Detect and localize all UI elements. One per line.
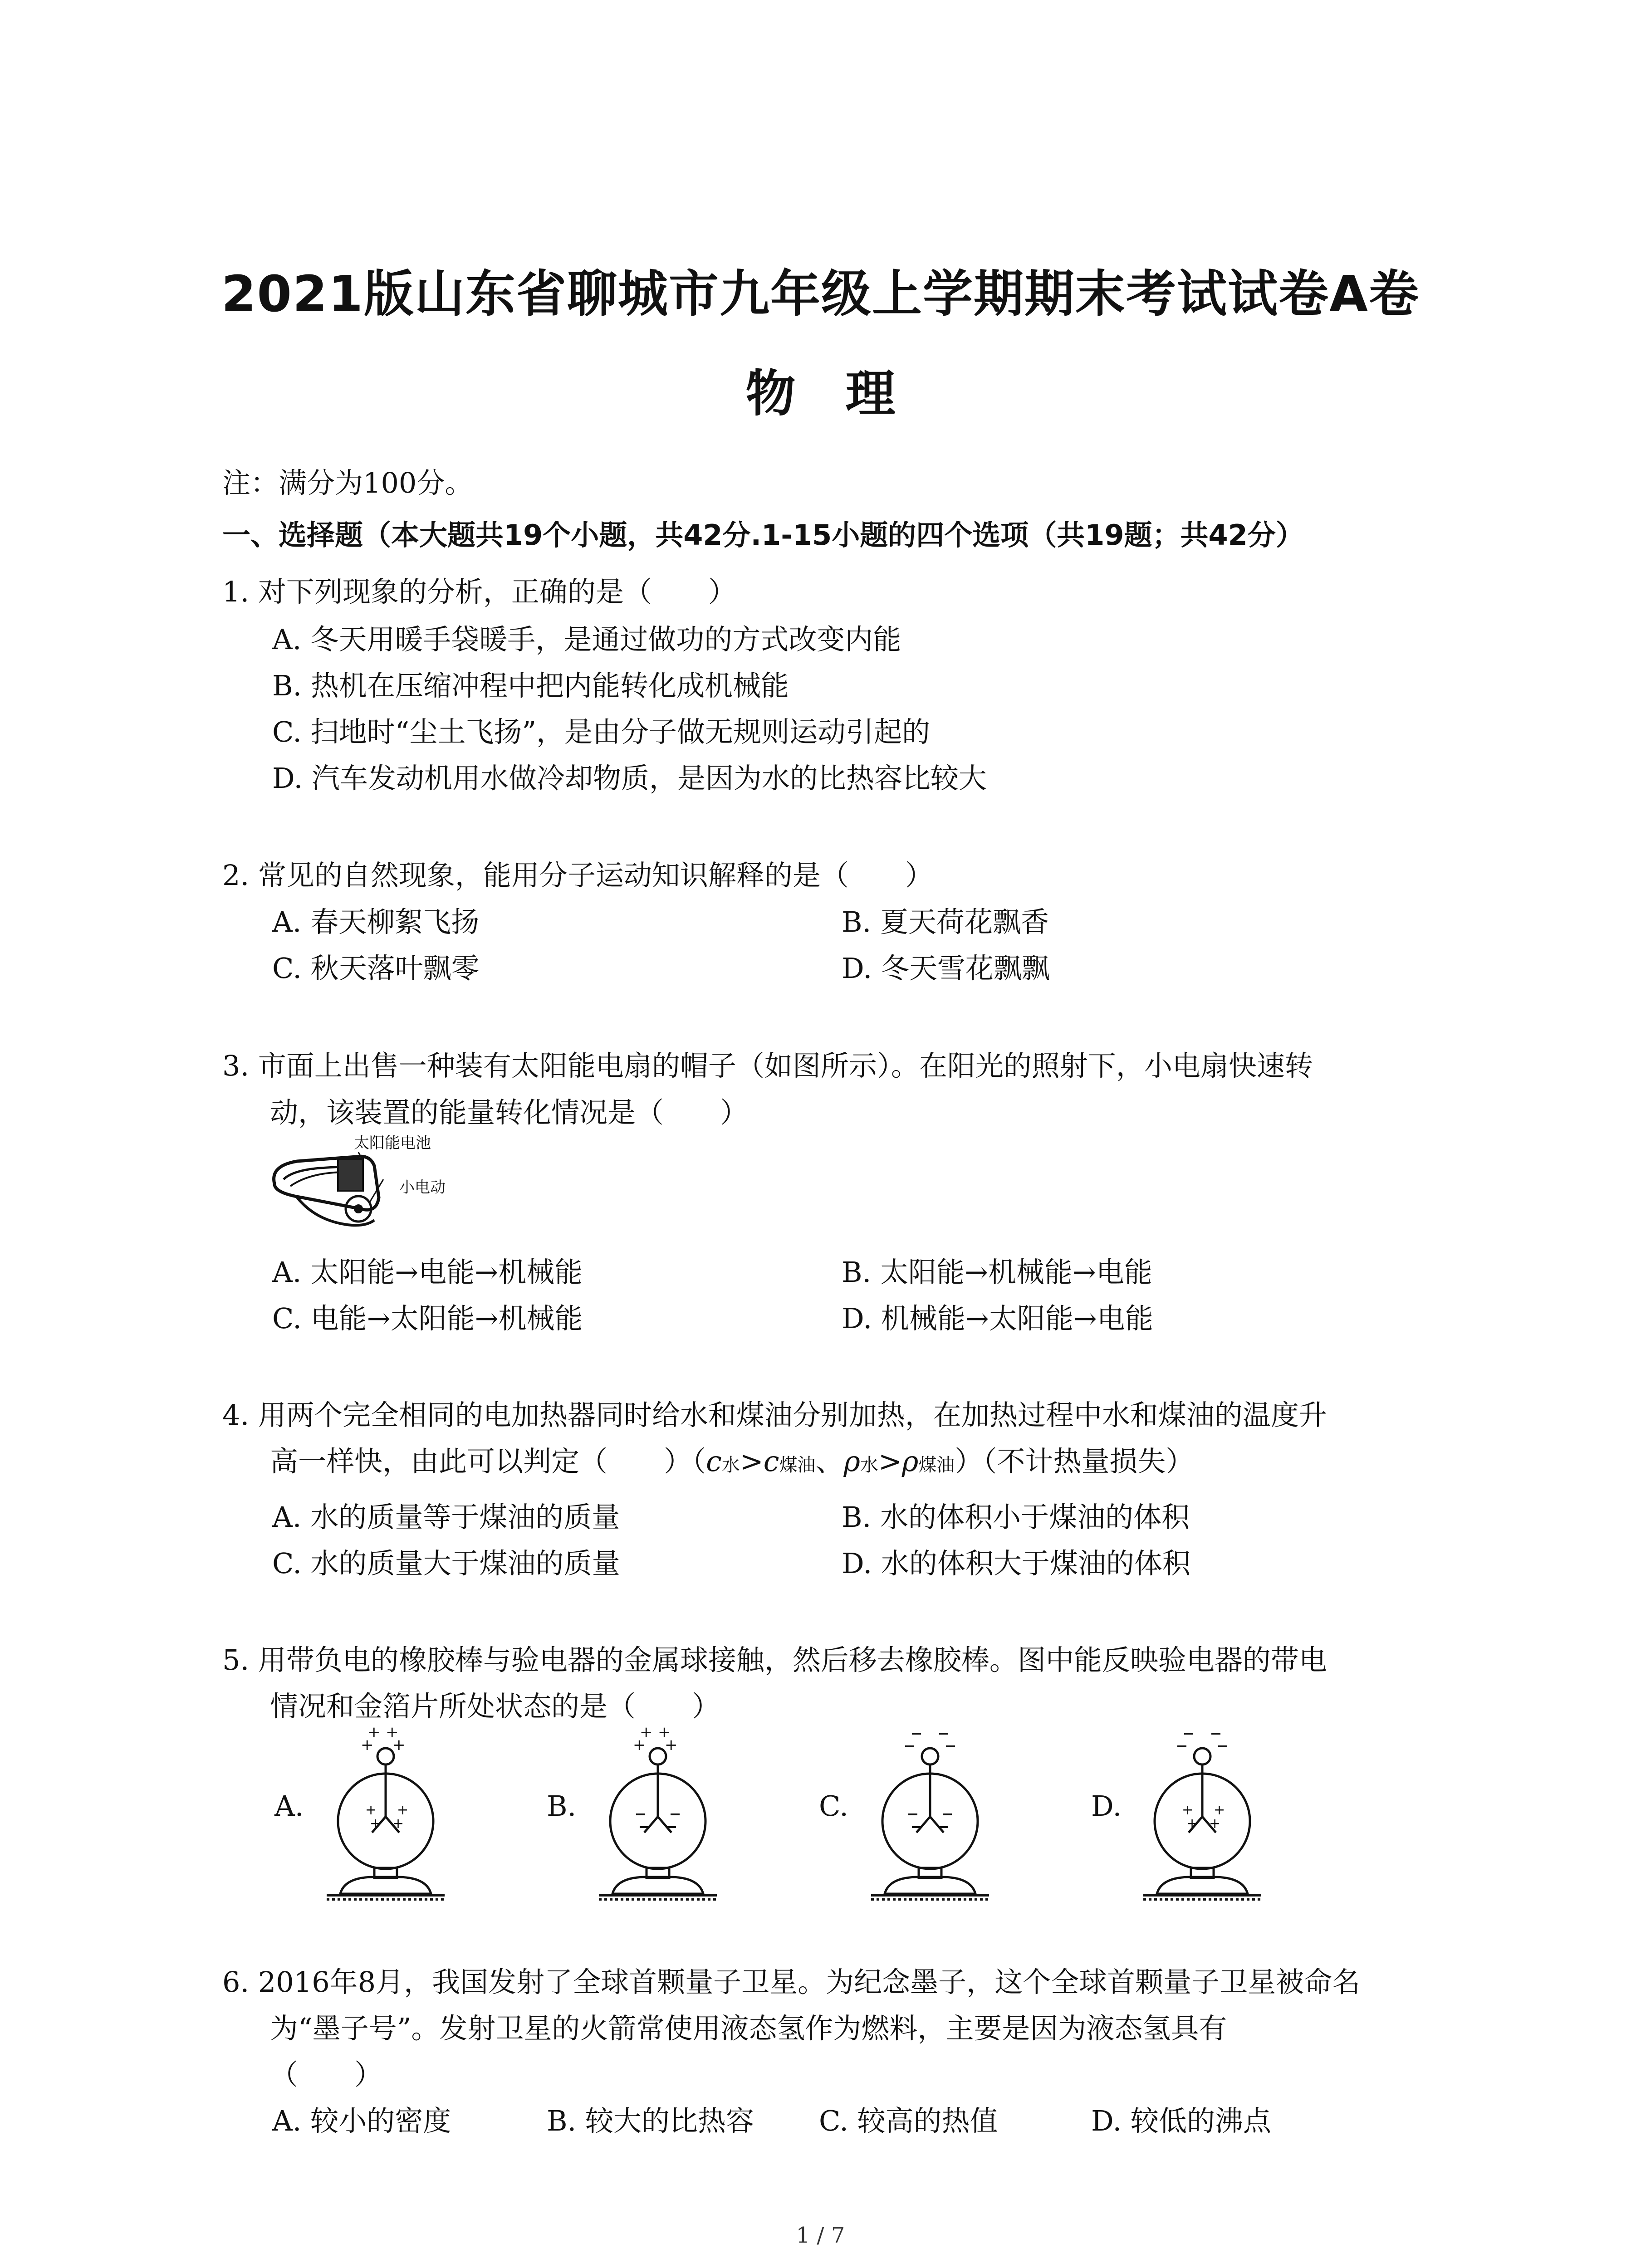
question-4-stem-line2 xyxy=(270,1439,1194,1479)
svg-text:+: + xyxy=(386,1724,399,1741)
question-1-option-c: C. 扫地时“尘土飞扬”，是由分子做无规则运动引起的 xyxy=(272,715,931,748)
svg-text:+: + xyxy=(361,1736,374,1754)
question-5-stem-line1: 5. 用带负电的橡胶棒与验电器的金属球接触，然后移去橡胶棒。图中能反映验电器的带电 xyxy=(222,1643,1327,1677)
question-2-option-a: A. 春天柳絮飞扬 xyxy=(272,905,480,938)
solar-cell-label: 太阳能电池 xyxy=(354,1134,431,1152)
question-2-option-c: C. 秋天落叶飘零 xyxy=(272,952,480,985)
question-6-option-b: B. 较大的比热容 xyxy=(547,2104,754,2137)
question-3-option-d: D. 机械能→太阳能→电能 xyxy=(842,1302,1153,1335)
question-3-option-a: A. 太阳能→电能→机械能 xyxy=(272,1256,583,1289)
question-3-option-c: C. 电能→太阳能→机械能 xyxy=(272,1302,583,1335)
separator: 、 xyxy=(815,1445,844,1478)
page-number: 1 / 7 xyxy=(796,2223,845,2248)
svg-text:+: + xyxy=(633,1736,646,1754)
svg-text:+: + xyxy=(365,1802,377,1818)
electroscope-d-figure xyxy=(1139,1724,1266,1901)
question-2-option-d: D. 冬天雪花飘飘 xyxy=(842,952,1050,985)
question-6-option-a: A. 较小的密度 xyxy=(272,2104,451,2137)
question-4-stem-line1: 4. 用两个完全相同的电加热器同时给水和煤油分别加热，在加热过程中水和煤油的温度升 xyxy=(222,1398,1327,1432)
greater-than-1: > xyxy=(740,1445,764,1478)
electroscope-c-label: C. xyxy=(819,1789,848,1823)
rho-symbol-1: ρ xyxy=(843,1445,860,1478)
svg-text:+: + xyxy=(640,1724,653,1741)
question-4-option-d: D. 水的体积大于煤油的体积 xyxy=(842,1547,1190,1580)
question-6-stem-line1: 6. 2016年8月，我国发射了全球首颗量子卫星。为纪念墨子，这个全球首颗量子卫星被命名 xyxy=(222,1965,1361,1999)
question-6-option-d: D. 较低的沸点 xyxy=(1091,2104,1271,2137)
question-1-option-a: A. 冬天用暖手袋暖手，是通过做功的方式改变内能 xyxy=(272,623,901,656)
svg-text:+: + xyxy=(1186,1816,1198,1832)
svg-text:+: + xyxy=(392,1736,406,1754)
electroscope-d-label: D. xyxy=(1091,1789,1122,1823)
c-symbol-2: c xyxy=(763,1445,779,1478)
electroscope-a-figure xyxy=(322,1724,449,1901)
subject-title: 物理 xyxy=(745,365,945,423)
question-1-option-d: D. 汽车发动机用水做冷却物质，是因为水的比热容比较大 xyxy=(272,762,987,795)
greater-than-2: > xyxy=(878,1445,902,1478)
question-6-stem-line3: （ ） xyxy=(270,2058,383,2091)
electroscope-b-label: B. xyxy=(547,1789,577,1823)
question-6-stem-line2: 为“墨子号”。发射卫星的火箭常使用液态氢作为燃料，主要是因为液态氢具有 xyxy=(270,2012,1227,2045)
water-subscript-1: 水 xyxy=(721,1455,740,1476)
small-fan-label: 小电动 xyxy=(399,1178,446,1197)
svg-text:+: + xyxy=(392,1816,404,1832)
question-6-option-c: C. 较高的热值 xyxy=(819,2104,998,2137)
question-2-option-b: B. 夏天荷花飘香 xyxy=(842,905,1049,938)
question-1-stem: 1. 对下列现象的分析，正确的是（ ） xyxy=(222,575,736,608)
exam-title: 2021版山东省聊城市九年级上学期期末考试试卷A卷 xyxy=(221,265,1420,323)
electroscope-a-label: A. xyxy=(274,1789,304,1823)
section-heading: 一、选择题（本大题共19个小题，共42分.1-15小题的四个选项（共19题；共42分） xyxy=(222,518,1304,552)
question-3-stem-line2: 动，该装置的能量转化情况是（ ） xyxy=(270,1096,749,1129)
svg-text:+: + xyxy=(658,1724,671,1741)
question-5-stem-line2: 情况和金箔片所处状态的是（ ） xyxy=(270,1690,720,1723)
question-3-option-b: B. 太阳能→机械能→电能 xyxy=(842,1256,1152,1289)
svg-text:+: + xyxy=(367,1724,381,1741)
rho-symbol-2: ρ xyxy=(901,1445,919,1478)
question-2-stem: 2. 常见的自然现象，能用分子运动知识解释的是（ ） xyxy=(222,859,933,892)
svg-text:+: + xyxy=(370,1816,382,1832)
question-4-stem-end: ）（不计热量损失） xyxy=(955,1445,1194,1478)
score-note: 注：满分为100分。 xyxy=(222,466,473,499)
question-4-option-b: B. 水的体积小于煤油的体积 xyxy=(842,1501,1190,1534)
svg-text:+: + xyxy=(1209,1816,1221,1832)
question-4-option-c: C. 水的质量大于煤油的质量 xyxy=(272,1547,620,1580)
svg-text:+: + xyxy=(1182,1802,1194,1818)
svg-text:+: + xyxy=(665,1736,678,1754)
svg-text:+: + xyxy=(1214,1802,1225,1818)
water-subscript-2: 水 xyxy=(860,1455,878,1476)
oil-subscript-1: 煤油 xyxy=(779,1455,816,1476)
question-3-stem-line1: 3. 市面上出售一种装有太阳能电扇的帽子（如图所示）。在阳光的照射下，小电扇快速转 xyxy=(222,1049,1313,1082)
question-1-option-b: B. 热机在压缩冲程中把内能转化成机械能 xyxy=(272,669,789,702)
electroscope-c-figure xyxy=(867,1724,994,1901)
c-symbol-1: c xyxy=(706,1445,722,1478)
question-4-stem-start: 高一样快，由此可以判定（ ）（ xyxy=(270,1445,706,1478)
svg-text:+: + xyxy=(397,1802,409,1818)
electroscope-b-figure xyxy=(594,1724,721,1901)
question-4-option-a: A. 水的质量等于煤油的质量 xyxy=(272,1501,620,1534)
oil-subscript-2: 煤油 xyxy=(918,1455,955,1476)
